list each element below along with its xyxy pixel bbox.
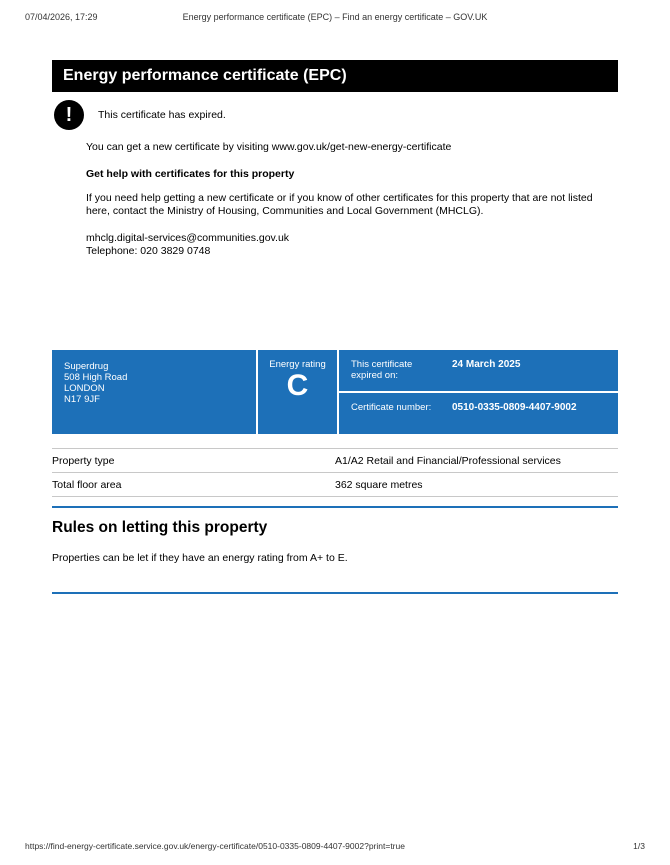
certificate-number-label: Certificate number: <box>351 402 432 413</box>
address-line: Superdrug <box>64 361 109 372</box>
page-title: Energy performance certificate (EPC) <box>52 60 618 92</box>
print-footer <box>25 841 645 851</box>
contact-telephone: Telephone: 020 3829 0748 <box>86 245 211 257</box>
expiry-row <box>339 350 618 391</box>
table-row <box>52 449 618 473</box>
print-doc-title: Energy performance certificate (EPC) – Find an energy certificate – GOV.UK <box>182 12 488 22</box>
contact-email: mhclg.digital-services@communities.gov.uk <box>86 232 290 244</box>
contact-details <box>86 232 606 258</box>
certificate-content <box>52 0 618 594</box>
property-summary-table <box>52 448 618 497</box>
address-line: 508 High Road <box>64 372 128 383</box>
expiry-label: This certificate expired on: <box>351 359 413 381</box>
print-datetime: 07/04/2026, 17:29 <box>25 12 98 22</box>
help-heading: Get help with certificates for this property <box>86 168 295 180</box>
floor-area-label: Total floor area <box>52 473 335 497</box>
next-section-divider <box>52 592 618 594</box>
warning-exclamation-icon: ! <box>54 100 84 130</box>
intro-section <box>86 141 606 258</box>
expiry-date: 24 March 2025 <box>452 359 521 370</box>
table-row <box>52 473 618 497</box>
floor-area-value: 362 square metres <box>335 473 618 497</box>
rules-text: Properties can be let if they have an energy rating from A+ to E. <box>52 552 348 564</box>
property-type-value: A1/A2 Retail and Financial/Professional services <box>335 449 618 473</box>
print-footer-url: https://find-energy-certificate.service.gov.uk/energy-certificate/0510-0335-0809-4407-9002?print=true <box>25 841 405 851</box>
print-header <box>25 12 645 24</box>
page-indicator: 1/3 <box>633 841 645 851</box>
energy-rating-panel <box>258 350 339 434</box>
address-line: N17 9JF <box>64 394 100 405</box>
help-text: If you need help getting a new certificate or if you know of other certificates for this property that are not listed here, contact the Ministry of Housing, Communities and Local Government (MHCLG). <box>86 192 593 217</box>
section-divider <box>52 506 618 508</box>
certificate-details-panel <box>339 350 618 434</box>
energy-rating-value: C <box>286 369 309 402</box>
property-type-label: Property type <box>52 449 335 473</box>
expired-notice <box>54 100 618 130</box>
address-line: LONDON <box>64 383 105 394</box>
certificate-summary-box <box>52 350 618 434</box>
certificate-number-row <box>339 391 618 434</box>
new-certificate-info: You can get a new certificate by visiting www.gov.uk/get-new-energy-certificate <box>86 141 452 153</box>
certificate-number-value: 0510-0335-0809-4407-9002 <box>452 402 577 413</box>
energy-rating-label: Energy rating <box>269 359 326 370</box>
expired-notice-text: This certificate has expired. <box>98 109 226 121</box>
rules-heading: Rules on letting this property <box>52 519 268 536</box>
property-address <box>52 350 258 434</box>
